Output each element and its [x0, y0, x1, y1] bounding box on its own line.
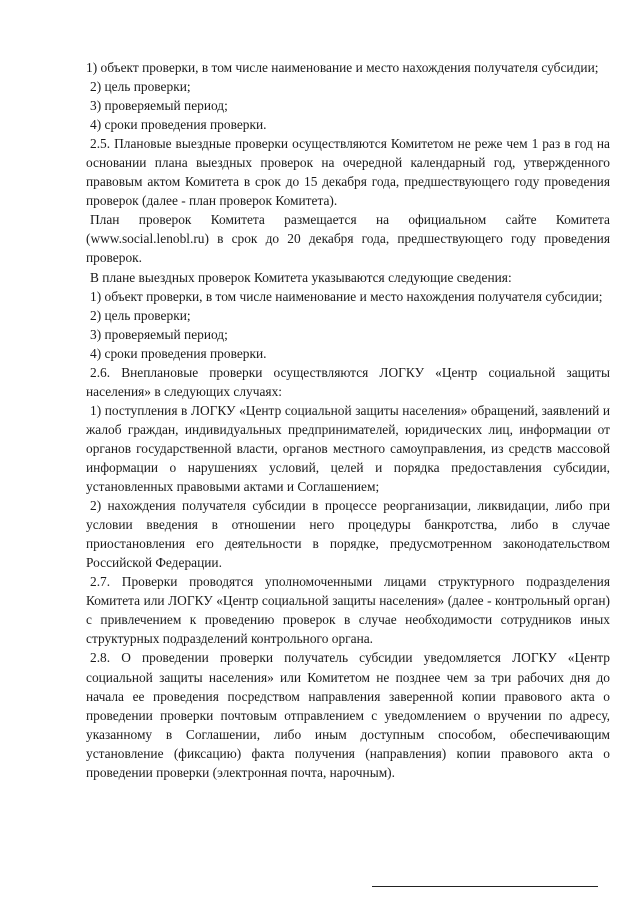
footer-divider	[372, 886, 598, 887]
paragraph-8: 1) объект проверки, в том числе наименование и место нахождения получателя субсидии;	[90, 288, 603, 304]
paragraph-6: План проверок Комитета размещается на официальном сайте Комитета (www.social.lenobl.ru) в срок до 20 декабря года, предшествующего году проведения проверок.	[86, 212, 610, 266]
paragraph-5: 2.5. Плановые выездные проверки осуществляются Комитетом не реже чем 1 раз в год на основании плана выездных проверок на очередной календарный год, утвержденного правовым актом Комитета в срок до 15 декабря года, предшествующего году проведения проверок (далее - план проверок Комитета).	[86, 136, 610, 209]
document-body	[86, 58, 610, 782]
paragraph-15: 2.7. Проверки проводятся уполномоченными лицами структурного подразделения Комитета или ЛОГКУ «Центр социальной защиты населения» (далее - контрольный орган) с привлечением к проведению проверок в случае необходимости сотрудников иных структурных подразделений контрольного органа.	[86, 574, 610, 647]
paragraph-1: 1) объект проверки, в том числе наименование и место нахождения получателя субсидии;	[86, 60, 599, 75]
paragraph-14: 2) нахождения получателя субсидии в процессе реорганизации, ликвидации, либо при условии введения в отношении него процедуры банкротства, либо в случае приостановления его деятельности в порядке, предусмотренном законодательством Российской Федерации.	[86, 498, 610, 571]
paragraph-4: 4) сроки проведения проверки.	[90, 117, 267, 133]
paragraph-16: 2.8. О проведении проверки получатель субсидии уведомляется ЛОГКУ «Центр социальной защиты населения» или Комитетом не позднее чем за три рабочих дня до начала ее проведения посредством направления заверенной копии правового акта о проведении проверки почтовым отправлением с уведомлением о вручении по адресу, указанному в Соглашении, либо иным доступным способом, обеспечивающим установление (фиксацию) факта получения (направления) копии правового акта о проведении проверки (электронная почта, нарочным).	[86, 650, 610, 780]
paragraph-12: 2.6. Внеплановые проверки осуществляются ЛОГКУ «Центр социальной защиты населения» в следующих случаях:	[86, 364, 610, 399]
paragraph-3: 3) проверяемый период;	[90, 98, 228, 114]
paragraph-7: В плане выездных проверок Комитета указываются следующие сведения:	[90, 269, 512, 285]
paragraph-10: 3) проверяемый период;	[90, 326, 228, 342]
paragraph-13: 1) поступления в ЛОГКУ «Центр социальной защиты населения» обращений, заявлений и жалоб граждан, индивидуальных предпринимателей, юридических лиц, информации от органов государственной власти, органов местного самоуправления, из средств массовой информации о нарушениях условий, целей и порядка предоставления субсидии, установленных правовыми актами и Соглашением;	[86, 402, 610, 495]
paragraph-9: 2) цель проверки;	[90, 307, 191, 323]
paragraph-11: 4) сроки проведения проверки.	[90, 345, 267, 361]
paragraph-2: 2) цель проверки;	[90, 79, 191, 95]
